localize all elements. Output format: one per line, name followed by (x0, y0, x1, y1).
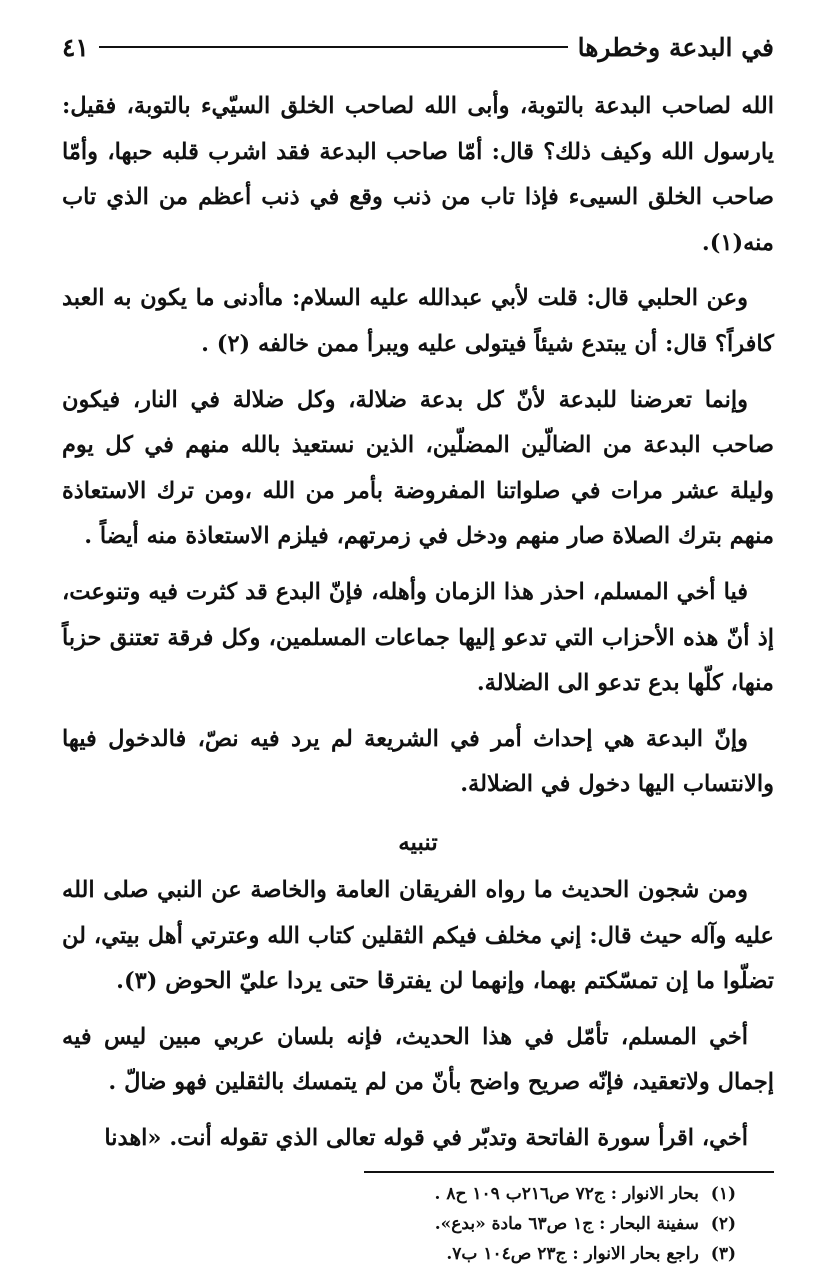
footnote-rule (364, 1171, 774, 1173)
body-text (62, 84, 774, 1161)
running-title: في البدعة وخطرها (577, 32, 774, 62)
footnote (62, 1209, 736, 1239)
paragraph-warning: فيا أخي المسلم، احذر هذا الزمان وأهله، فإنّ البدع قد كثرت فيه وتنوعت، إذ أنّ هذه الأحزاب التي تدعو إليها جماعات المسلمين، وكل فرقة تعتنق حزباً منها، كلّها بدع تدعو الى الضلالة. (62, 578, 774, 697)
paragraph-halabi-narration: وعن الحلبي قال: قلت لأبي عبدالله عليه السلام: ماأدنى ما يكون به العبد كافراً؟ قال: أن يبتدع شيئاً فيتولى عليه ويبرأ ممن خالفه (٢) . (62, 285, 774, 357)
footnote-text: سفينة البحار : ج١ ص٦٣ مادة «بدع». (434, 1214, 699, 1235)
paragraph-thaqalayn-hadith: ومن شجون الحديث ما رواه الفريقان العامة والخاصة عن النبي صلى الله عليه وآله حيث قال: إني مخلف فيكم الثقلين كتاب الله وعترتي أهل بيتي، لن تضلّوا ما إن تمسّكتم بهما، وإنهما لن يفترقا حتى يردا عليّ الحوض (٣). (62, 876, 774, 995)
footnote (62, 1179, 736, 1209)
header-rule (99, 46, 568, 48)
page-number: ٤١ (62, 32, 89, 62)
running-header (62, 22, 774, 72)
book-page (62, 22, 774, 1265)
footnote-number: (٣) (710, 1244, 736, 1265)
footnotes (62, 1179, 774, 1269)
paragraph-continuation: الله لصاحب البدعة بالتوبة، وأبى الله لصاحب الخلق السيّيء بالتوبة، فقيل: يارسول الله وكيف ذلك؟ قال: أمّا صاحب البدعة فقد اشرب قلبه حبها، وأمّا صاحب الخلق السيىء فإذا تاب من ذنب وقع في ذنب أعظم من الذي تاب منه(١). (62, 93, 774, 256)
footnote-number: (١) (710, 1184, 736, 1205)
paragraph-definition: وإنّ البدعة هي إحداث أمر في الشريعة لم يرد فيه نصّ، فالدخول فيها والانتساب اليها دخول في الضلالة. (62, 725, 774, 798)
paragraph-bida-misguidance: وإنما تعرضنا للبدعة لأنّ كل بدعة ضلالة، وكل ضلالة في النار، فيكون صاحب البدعة من الضالّين المضلّين، الذين نستعيذ بالله منهم في كل يوم وليلة عشر مرات في صلواتنا المفروضة بأمر من الله ،ومن ترك الاستعاذة منهم بترك الصلاة صار منهم ودخل في زمرتهم، فيلزم الاستعاذة منه أيضاً . (62, 386, 774, 550)
footnote-text: راجع بحار الانوار : ج٢٣ ص١٠٤ ب٧. (446, 1244, 699, 1265)
footnote (62, 1239, 736, 1269)
paragraph-fatiha: أخي، اقرأ سورة الفاتحة وتدبّر في قوله تعالى الذي تقوله أنت. «اهدنا (104, 1124, 748, 1151)
section-heading: تنبيه (398, 828, 438, 856)
footnote-text: بحار الانوار : ج٧٢ ص٢١٦ب ١٠٩ ح٨ . (434, 1184, 699, 1205)
paragraph-reflection: أخي المسلم، تأمّل في هذا الحديث، فإنه بلسان عربي مبين ليس فيه إجمال ولاتعقيد، فإنّه صريح واضح بأنّ من لم يتمسك بالثقلين فهو ضالّ . (62, 1023, 774, 1096)
footnote-number: (٢) (710, 1214, 736, 1235)
